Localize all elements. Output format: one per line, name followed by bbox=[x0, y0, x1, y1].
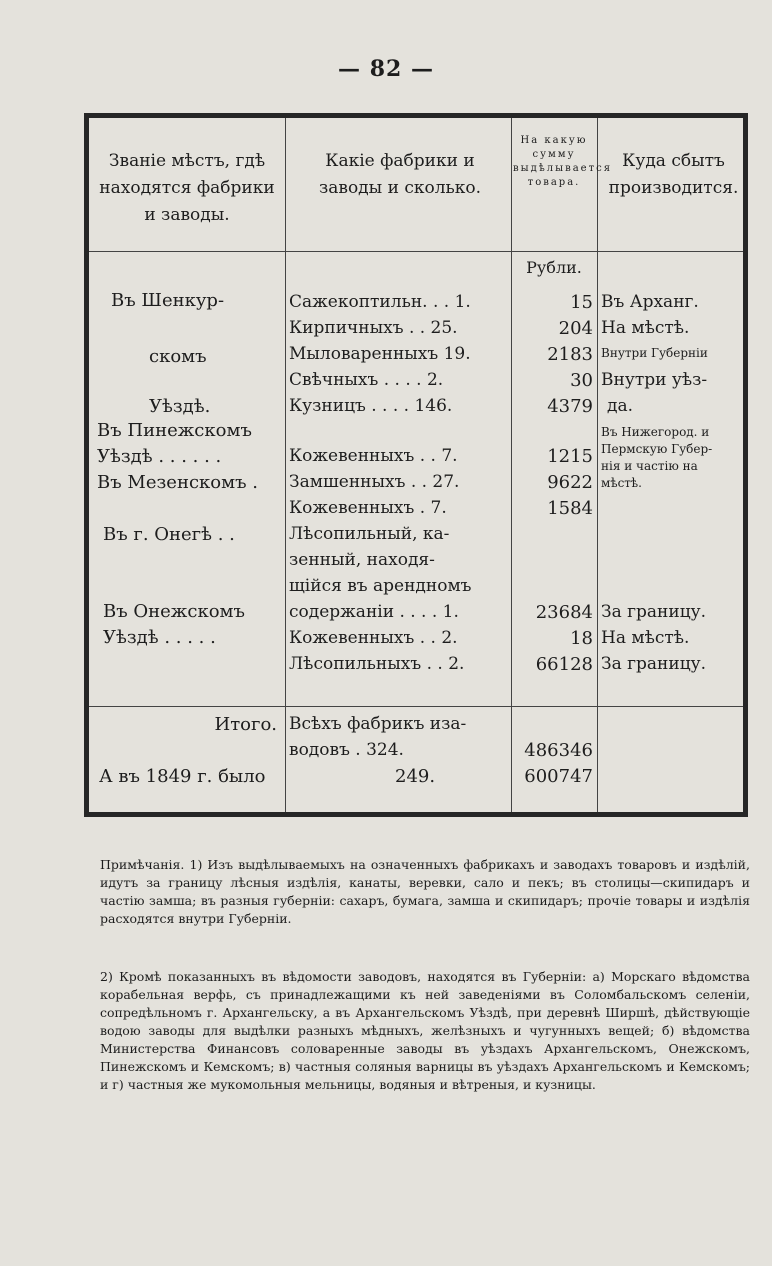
factory-cell: Лѣсопильныхъ . . 2. bbox=[289, 654, 465, 674]
factory-cell: Кожевенныхъ . . 7. bbox=[289, 446, 458, 466]
factory-cell: щійся въ арендномъ bbox=[289, 576, 472, 596]
place-cell: Уѣздѣ . . . . . bbox=[103, 627, 216, 648]
sum-cell: 30 bbox=[570, 370, 593, 391]
place-cell: Въ Шенкур- bbox=[111, 290, 225, 311]
factory-cell: Кузницъ . . . . 146. bbox=[289, 396, 453, 416]
totals-label: Итого. bbox=[214, 714, 277, 735]
sum-cell: 2183 bbox=[547, 344, 593, 365]
place-cell: Въ Онежскомъ bbox=[103, 601, 245, 622]
totals-description: Всѣхъ фабрикъ иза- bbox=[289, 714, 467, 734]
page-number: — 82 — bbox=[338, 56, 434, 82]
sum-cell: 9622 bbox=[547, 472, 593, 493]
totals-divider bbox=[89, 706, 743, 707]
factory-cell: Свѣчныхъ . . . . 2. bbox=[289, 370, 444, 390]
sum-cell: 204 bbox=[558, 318, 593, 339]
factory-cell: Мыловаренныхъ 19. bbox=[289, 344, 471, 364]
place-cell: Въ Пинежскомъ bbox=[97, 420, 252, 441]
factory-cell: Кожевенныхъ . . 2. bbox=[289, 628, 458, 648]
totals-value: 486346 bbox=[524, 740, 593, 761]
column-header-places: Званіе мѣстъ, гдѣ находятся фабрики и заводы. bbox=[99, 151, 275, 225]
place-cell: Уѣздѣ . . . . . . bbox=[97, 446, 222, 467]
sales-cell: Внутри Губерніи bbox=[601, 346, 708, 360]
previous-year-value: 600747 bbox=[524, 766, 593, 787]
statistics-table bbox=[84, 113, 748, 817]
sales-cell: За границу. bbox=[601, 602, 707, 622]
factory-cell: содержаніи . . . . 1. bbox=[289, 602, 459, 622]
place-cell: Уѣздѣ. bbox=[149, 396, 211, 417]
factory-cell: Кирпичныхъ . . 25. bbox=[289, 318, 458, 338]
sum-cell: 1215 bbox=[547, 446, 593, 467]
column-header-sum: На какую сумму выдѣлывается товара. bbox=[513, 135, 613, 188]
factory-cell: Замшенныхъ . . 27. bbox=[289, 472, 460, 492]
column-divider bbox=[511, 118, 512, 812]
sales-cell: Внутри уѣз- bbox=[601, 370, 708, 390]
factory-cell: Лѣсопильный, ка- bbox=[289, 524, 450, 544]
sales-cell: да. bbox=[607, 396, 634, 416]
sales-cell: Въ Арханг. bbox=[601, 292, 699, 312]
sales-cell: нія и частію на bbox=[601, 459, 698, 473]
previous-year-label: А въ 1849 г. было bbox=[99, 766, 266, 787]
sum-cell: 4379 bbox=[547, 396, 593, 417]
column-header-sales: Куда сбытъ производится. bbox=[608, 151, 739, 198]
factory-cell: зенный, находя- bbox=[289, 550, 435, 570]
sum-cell: 66128 bbox=[535, 654, 593, 675]
sales-cell: Пермскую Губер- bbox=[601, 442, 713, 456]
header-divider bbox=[89, 251, 743, 252]
place-cell: Въ г. Онегѣ . . bbox=[103, 524, 235, 545]
sum-cell: 15 bbox=[570, 292, 593, 313]
sales-cell: Въ Нижегород. и bbox=[601, 425, 710, 439]
sum-cell: 23684 bbox=[535, 602, 593, 623]
factory-cell: Кожевенныхъ . 7. bbox=[289, 498, 447, 518]
note-2: 2) Кромѣ показанныхъ въ вѣдомости заводовъ, находятся въ Губерніи: а) Морскаго вѣдомства корабельная верфь, съ принадлежащими къ ней заведеніями въ Соломбальскомъ селеніи, сопредѣльномъ г. Архангельску, а въ Архангельскомъ Уѣздѣ, при деревнѣ Ширшѣ, дѣйствующіе водою заводы для выдѣлки разныхъ мѣдныхъ, желѣзныхъ и чугунныхъ вещей; б) вѣдомства Министерства Финансовъ соловаренные заводы въ уѣздахъ Архангельскомъ, Онежскомъ, Пинежскомъ и Кемскомъ; в) частныя соляныя варницы въ уѣздахъ Архангельскомъ и Кемскомъ; и г) частныя же мукомольныя мельницы, водяныя и вѣтреныя, и кузницы. bbox=[100, 969, 750, 1092]
totals-description: водовъ . 324. bbox=[289, 740, 404, 760]
place-cell: Въ Мезенскомъ . bbox=[97, 472, 259, 493]
sum-cell: 18 bbox=[570, 628, 593, 649]
previous-year-count: 249. bbox=[395, 766, 436, 787]
sales-cell: мѣстѣ. bbox=[601, 476, 642, 490]
column-divider bbox=[597, 118, 598, 812]
sum-cell: 1584 bbox=[547, 498, 593, 519]
column-divider bbox=[285, 118, 286, 812]
factory-cell: Сажекоптильн. . . 1. bbox=[289, 292, 471, 312]
currency-label: Рубли. bbox=[526, 258, 582, 277]
sales-cell: На мѣстѣ. bbox=[601, 318, 690, 338]
sales-cell: За границу. bbox=[601, 654, 707, 674]
note-1: Примѣчанія. 1) Изъ выдѣлываемыхъ на означенныхъ фабрикахъ и заводахъ товаровъ и издѣлій, идутъ за границу лѣсныя издѣлія, канаты, веревки, сало и пекъ; въ столицы—скипидаръ и частію замша; въ разныя губерніи: сахаръ, бумага, замша и скипидаръ; прочіе товары и издѣлія расходятся внутри Губерніи. bbox=[100, 857, 750, 926]
column-header-factories: Какіе фабрики и заводы и сколько. bbox=[318, 151, 482, 198]
sales-cell: На мѣстѣ. bbox=[601, 628, 690, 648]
place-cell: скомъ bbox=[149, 346, 207, 367]
